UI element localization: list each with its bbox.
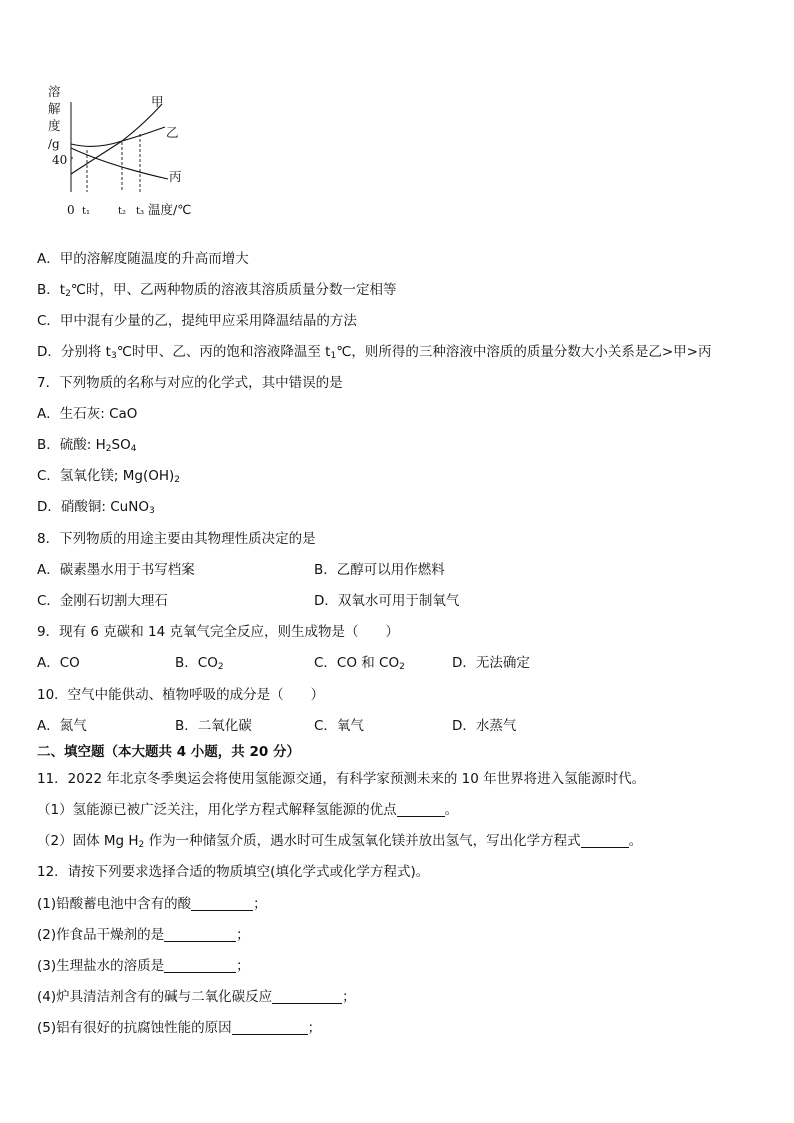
curve-bing	[71, 148, 168, 179]
y-label-char-4: /g	[48, 137, 60, 151]
text-part: ℃，则所得的三种溶液中溶质的质量分数大小关系是乙>甲>丙	[336, 344, 712, 360]
q8-option-a: A．碳素墨水用于书写档案	[37, 562, 195, 578]
q10-option-d: D．水蒸气	[452, 718, 517, 734]
q12-item-2	[37, 926, 250, 944]
text-part: D．硝酸铜: CuNO	[37, 499, 149, 515]
subscript: 2	[65, 289, 71, 299]
section-heading: 二、填空题（本大题共 4 小题，共 20 分）	[37, 744, 300, 760]
text-part: ℃时甲、乙、丙的饱和溶液降温至 t	[116, 344, 331, 360]
q8-option-b: B．乙醇可以用作燃料	[314, 562, 445, 578]
solubility-curve-chart	[40, 84, 210, 224]
q10-option-a: A．氮气	[37, 718, 87, 734]
text-part: D．分别将 t	[37, 344, 111, 360]
q7-option-c	[37, 467, 180, 485]
text-part: （1）氢能源已被广泛关注，用化学方程式解释氢能源的优点	[37, 802, 397, 818]
q9-option-b	[175, 654, 224, 672]
q11-part-2	[37, 832, 642, 850]
x-tick-t3: t₃	[136, 206, 145, 217]
subscript: 2	[174, 475, 181, 485]
q7-option-a: A．生石灰: CaO	[37, 406, 138, 422]
q8-option-c: C．金刚石切割大理石	[37, 593, 168, 609]
text-part: C．CO 和 CO	[314, 655, 400, 671]
subscript: 2	[217, 662, 224, 672]
q6-option-c: C．甲中混有少量的乙，提纯甲应采用降温结晶的方法	[37, 313, 357, 329]
series-label-jia: 甲	[151, 94, 164, 109]
x-axis-label: 温度/℃	[148, 202, 192, 217]
q12-item-3	[37, 957, 250, 975]
subscript: 2	[399, 662, 405, 672]
text-part: 。	[628, 833, 643, 849]
q7-option-b	[37, 436, 136, 454]
series-label-yi: 乙	[166, 125, 179, 140]
q11-part-1	[37, 801, 458, 819]
y-label-char-3: 度	[48, 118, 61, 133]
y-label-char-2: 解	[48, 101, 61, 116]
q10-option-c: C．氧气	[314, 718, 364, 734]
text-part: ；	[342, 989, 356, 1005]
q10-option-b: B．二氧化碳	[175, 718, 252, 734]
q8-option-d: D．双氧水可用于制氧气	[314, 593, 460, 609]
series-label-bing: 丙	[169, 169, 182, 184]
answer-blank[interactable]	[581, 833, 629, 848]
text-part: SO	[111, 437, 131, 453]
q10-stem: 10．空气中能供动、植物呼吸的成分是（ ）	[37, 687, 325, 703]
q9-option-a: A．CO	[37, 655, 80, 671]
text-part: (1)铅酸蓄电池中含有的酸	[37, 896, 192, 912]
text-part: ；	[236, 958, 250, 974]
q9-option-c	[314, 654, 405, 672]
q6-option-b	[37, 281, 396, 299]
q8-stem: 8．下列物质的用途主要由其物理性质决定的是	[37, 531, 316, 547]
text-part: 。	[444, 802, 459, 818]
curve-jia	[71, 104, 162, 174]
subscript: 3	[148, 506, 155, 516]
q6-option-a: A．甲的溶解度随温度的升高而增大	[37, 251, 249, 267]
text-part: (5)铝有很好的抗腐蚀性能的原因	[37, 1020, 232, 1036]
q12-item-4	[37, 988, 356, 1006]
q6-option-d	[37, 343, 712, 361]
y-tick-40: 40	[52, 153, 68, 167]
q9-stem: 9．现有 6 克碳和 14 克氧气完全反应，则生成物是（ ）	[37, 624, 400, 640]
answer-blank[interactable]	[397, 802, 445, 817]
x-tick-t1: t₁	[82, 206, 91, 217]
answer-blank[interactable]	[164, 958, 236, 973]
text-part: B．CO	[175, 655, 218, 671]
y-label-char-1: 溶	[48, 84, 61, 99]
text-part: ；	[236, 927, 250, 943]
answer-blank[interactable]	[232, 1020, 308, 1035]
subscript: 1	[330, 351, 337, 361]
x-tick-t2: t₂	[118, 206, 127, 217]
q12-item-1	[37, 895, 267, 913]
subscript: 4	[130, 444, 137, 454]
text-part: ；	[307, 1020, 322, 1036]
subscript: 3	[110, 351, 117, 361]
answer-blank[interactable]	[272, 989, 342, 1004]
q12-item-5	[37, 1019, 321, 1037]
q7-option-d	[37, 498, 155, 516]
text-part: (4)炉具清洁剂含有的碱与二氧化碳反应	[37, 989, 273, 1005]
answer-blank[interactable]	[191, 896, 253, 911]
text-part: ℃时，甲、乙两种物质的溶液其溶质质量分数一定相等	[70, 282, 397, 298]
x-origin-label: 0	[67, 203, 75, 217]
text-part: B．t	[37, 282, 66, 298]
q7-stem: 7．下列物质的名称与对应的化学式，其中错误的是	[37, 375, 343, 391]
text-part: （2）固体 Mg H	[37, 833, 139, 849]
text-part: ；	[253, 896, 267, 912]
text-part: (2)作食品干燥剂的是	[37, 927, 165, 943]
q9-option-d: D．无法确定	[452, 655, 530, 671]
answer-blank[interactable]	[164, 927, 236, 942]
q11-stem: 11．2022 年北京冬季奥运会将使用氢能源交通，有科学家预测未来的 10 年世界将进入氢能源时代。	[37, 771, 646, 787]
q12-stem: 12．请按下列要求选择合适的物质填空(填化学式或化学方程式)。	[37, 864, 430, 880]
text-part: B．硫酸: H	[37, 437, 106, 453]
text-part: 作为一种储氢介质，遇水时可生成氢氧化镁并放出氢气，写出化学方程式	[144, 833, 581, 849]
text-part: (3)生理盐水的溶质是	[37, 958, 165, 974]
subscript: 2	[105, 444, 112, 454]
text-part: C．氢氧化镁; Mg(OH)	[37, 468, 175, 484]
subscript: 2	[138, 840, 145, 850]
